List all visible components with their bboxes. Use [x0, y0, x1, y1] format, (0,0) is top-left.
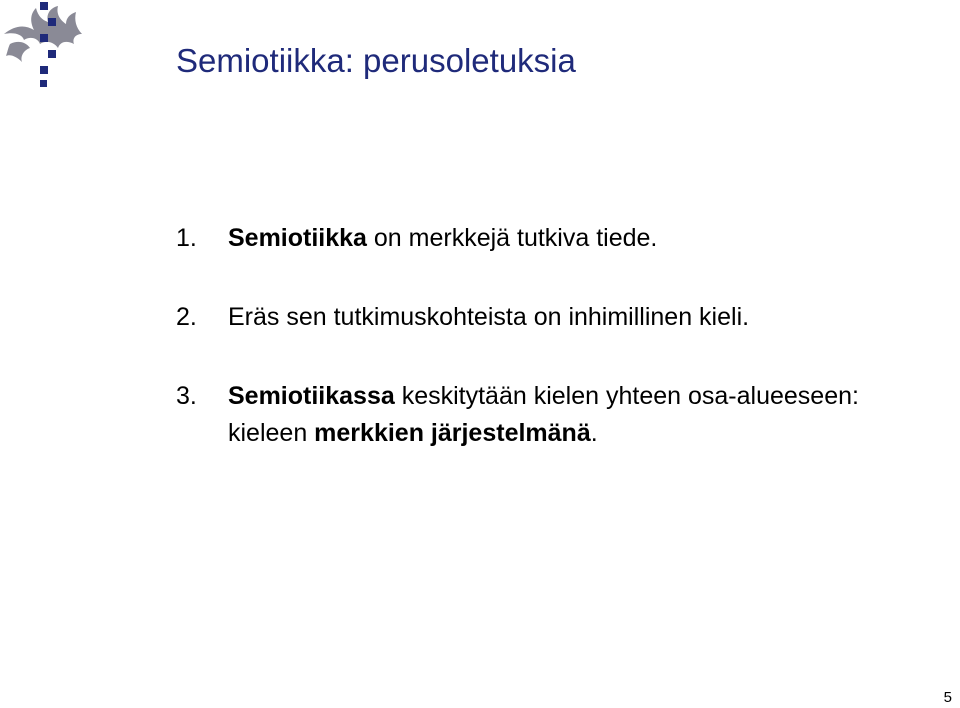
list-item	[176, 378, 876, 452]
list-number: 1.	[176, 224, 197, 252]
bold-term: Semiotiikassa	[228, 382, 395, 410]
list-number: 2.	[176, 303, 197, 331]
slide-title: Semiotiikka: perusoletuksia	[176, 42, 576, 79]
text-part: on merkkejä tutkiva tiede.	[366, 224, 658, 252]
bold-term: merkkien järjestelmänä	[314, 419, 591, 447]
text-part: keskitytään kielen yhteen osa-alueeseen: kieleen	[228, 382, 859, 447]
list-text	[228, 303, 749, 331]
list-text	[228, 224, 657, 252]
page-number: 5	[943, 689, 952, 706]
text-part: .	[590, 419, 598, 447]
list-text	[228, 382, 859, 447]
university-logo-icon	[0, 0, 100, 92]
list-number: 3.	[176, 382, 197, 410]
list-item	[176, 299, 876, 336]
text-part: Eräs sen tutkimuskohteista on inhimillinen kieli.	[228, 303, 750, 331]
list-item	[176, 220, 876, 257]
point-list	[176, 220, 876, 452]
bold-term: Semiotiikka	[228, 224, 367, 252]
